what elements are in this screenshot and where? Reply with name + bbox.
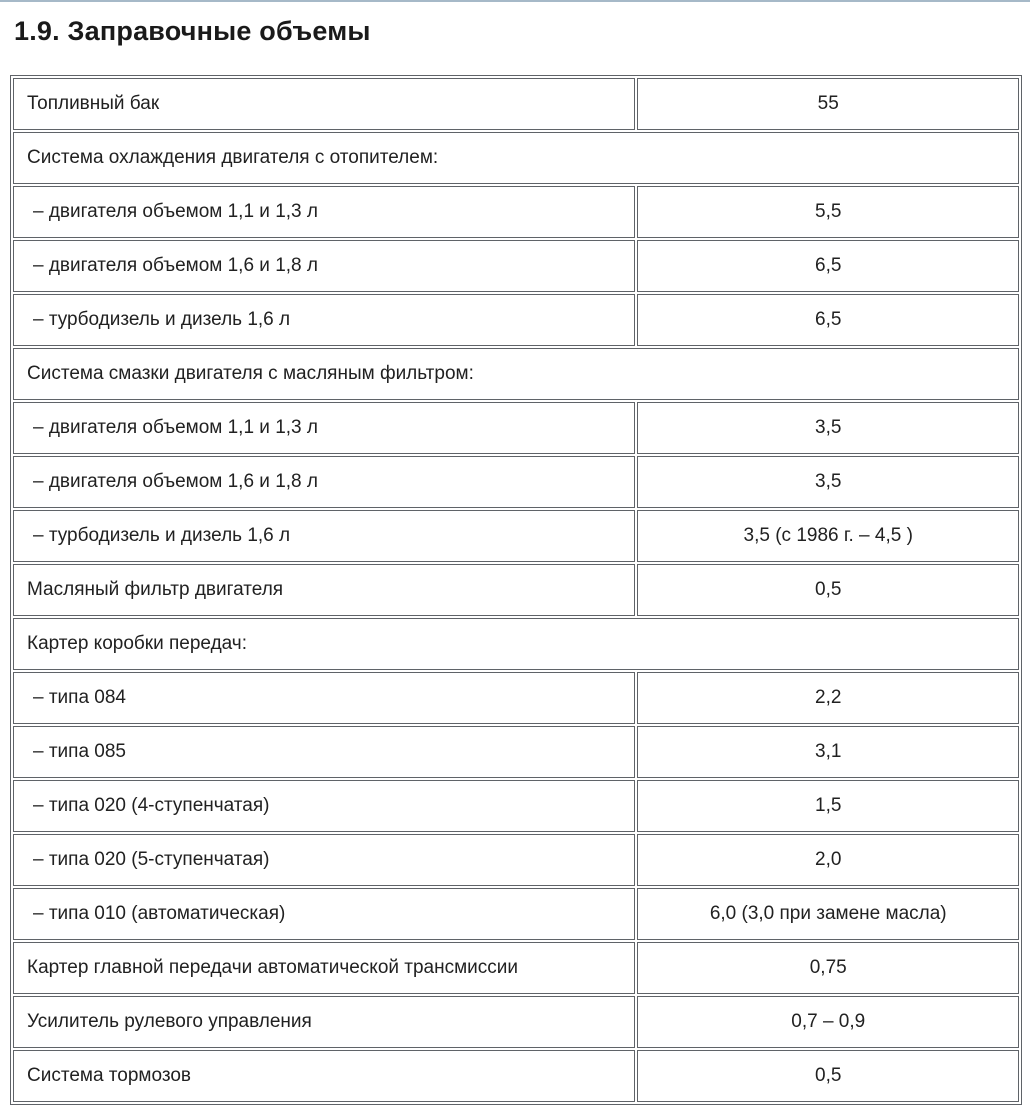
- row-value-cell: 5,5: [637, 186, 1019, 238]
- section-label-cell: Картер коробки передач:: [13, 618, 1019, 670]
- table-row: [13, 1050, 1019, 1102]
- row-label-cell: – двигателя объемом 1,1 и 1,3 л: [13, 186, 635, 238]
- table-row: [13, 348, 1019, 400]
- table-row: [13, 456, 1019, 508]
- row-label-cell: Топливный бак: [13, 78, 635, 130]
- row-value-cell: 6,0 (3,0 при замене масла): [637, 888, 1019, 940]
- row-value-cell: 6,5: [637, 240, 1019, 292]
- row-label-cell: – типа 010 (автоматическая): [13, 888, 635, 940]
- table-row: [13, 564, 1019, 616]
- table-body: [13, 78, 1019, 1102]
- row-value-cell: 3,1: [637, 726, 1019, 778]
- row-label-cell: – типа 084: [13, 672, 635, 724]
- table-row: [13, 888, 1019, 940]
- row-value-cell: 3,5: [637, 456, 1019, 508]
- row-label-cell: – типа 020 (4-ступенчатая): [13, 780, 635, 832]
- row-value-cell: 3,5 (с 1986 г. – 4,5 ): [637, 510, 1019, 562]
- top-divider: [0, 0, 1030, 2]
- section-label-cell: Система смазки двигателя с масляным фильтром:: [13, 348, 1019, 400]
- row-label-cell: – типа 085: [13, 726, 635, 778]
- table-row: [13, 726, 1019, 778]
- row-value-cell: 0,5: [637, 564, 1019, 616]
- row-value-cell: 55: [637, 78, 1019, 130]
- table-row: [13, 132, 1019, 184]
- table-row: [13, 996, 1019, 1048]
- capacities-table: [10, 75, 1022, 1105]
- row-label-cell: – типа 020 (5-ступенчатая): [13, 834, 635, 886]
- row-value-cell: 0,7 – 0,9: [637, 996, 1019, 1048]
- row-label-cell: Масляный фильтр двигателя: [13, 564, 635, 616]
- row-value-cell: 1,5: [637, 780, 1019, 832]
- table-row: [13, 402, 1019, 454]
- row-value-cell: 3,5: [637, 402, 1019, 454]
- row-label-cell: – двигателя объемом 1,1 и 1,3 л: [13, 402, 635, 454]
- table-row: [13, 780, 1019, 832]
- table-row: [13, 240, 1019, 292]
- table-row: [13, 672, 1019, 724]
- section-label-cell: Система охлаждения двигателя с отопителем:: [13, 132, 1019, 184]
- row-label-cell: – двигателя объемом 1,6 и 1,8 л: [13, 456, 635, 508]
- row-label-cell: Усилитель рулевого управления: [13, 996, 635, 1048]
- row-label-cell: Картер главной передачи автоматической трансмиссии: [13, 942, 635, 994]
- row-value-cell: 0,5: [637, 1050, 1019, 1102]
- row-value-cell: 6,5: [637, 294, 1019, 346]
- row-label-cell: Система тормозов: [13, 1050, 635, 1102]
- table-row: [13, 294, 1019, 346]
- row-value-cell: 2,0: [637, 834, 1019, 886]
- table-row: [13, 78, 1019, 130]
- table-row: [13, 186, 1019, 238]
- row-label-cell: – турбодизель и дизель 1,6 л: [13, 510, 635, 562]
- row-value-cell: 2,2: [637, 672, 1019, 724]
- table-row: [13, 834, 1019, 886]
- table-row: [13, 942, 1019, 994]
- page-title: 1.9. Заправочные объемы: [14, 16, 371, 46]
- row-label-cell: – двигателя объемом 1,6 и 1,8 л: [13, 240, 635, 292]
- row-value-cell: 0,75: [637, 942, 1019, 994]
- row-label-cell: – турбодизель и дизель 1,6 л: [13, 294, 635, 346]
- table-row: [13, 510, 1019, 562]
- table-row: [13, 618, 1019, 670]
